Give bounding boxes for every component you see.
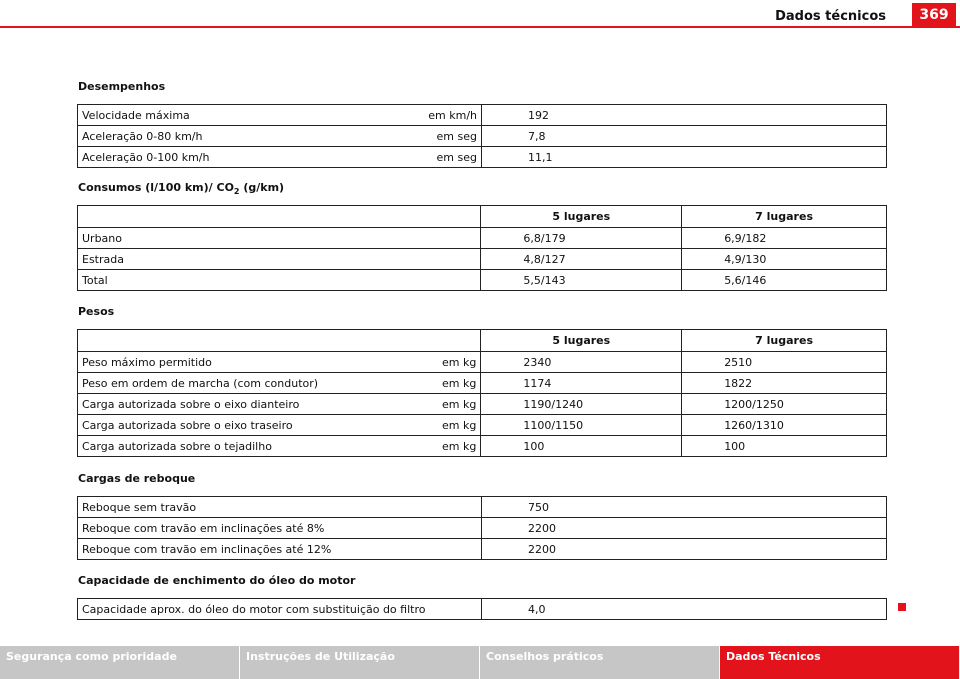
row-value: 4,0 <box>482 599 887 620</box>
row-label: Velocidade máxima <box>82 108 190 122</box>
pesos-table <box>77 329 887 457</box>
footer-nav <box>0 646 960 679</box>
row-unit: em seg <box>436 129 477 143</box>
table-row <box>78 105 887 126</box>
row-label: Aceleração 0-100 km/h <box>82 150 210 164</box>
table-header-row <box>78 206 887 228</box>
row-unit: em kg <box>442 418 477 432</box>
row-value: 750 <box>482 497 887 518</box>
value-7: 6,9/182 <box>682 228 887 249</box>
row-unit: em kg <box>442 397 477 411</box>
row-unit: em kg <box>442 355 477 369</box>
table-row <box>78 373 887 394</box>
footer-tab-dados-tecnicos[interactable]: Dados Técnicos <box>720 646 960 679</box>
table-row <box>78 228 887 249</box>
section-title-desempenhos: Desempenhos <box>78 80 166 93</box>
header-7-lugares: 7 lugares <box>682 206 887 228</box>
row-label: Reboque com travão em inclinações até 12% <box>78 539 482 560</box>
row-label: Carga autorizada sobre o eixo dianteiro <box>82 397 300 411</box>
row-value: 2200 <box>482 518 887 539</box>
row-unit: em seg <box>436 150 477 164</box>
value-5: 1100/1150 <box>481 415 682 436</box>
consumos-table <box>77 205 887 291</box>
row-label: Capacidade aprox. do óleo do motor com substituição do filtro <box>78 599 482 620</box>
row-label: Reboque com travão em inclinações até 8% <box>78 518 482 539</box>
row-label: Reboque sem travão <box>78 497 482 518</box>
value-5: 100 <box>481 436 682 457</box>
row-label: Aceleração 0-80 km/h <box>82 129 203 143</box>
row-value: 11,1 <box>482 147 887 168</box>
row-label: Urbano <box>78 228 481 249</box>
table-row <box>78 518 887 539</box>
table-row <box>78 270 887 291</box>
table-row <box>78 415 887 436</box>
end-of-section-marker <box>898 603 906 611</box>
page-header-title: Dados técnicos <box>775 9 886 24</box>
row-label: Estrada <box>78 249 481 270</box>
table-row <box>78 352 887 373</box>
value-7: 1260/1310 <box>682 415 887 436</box>
row-unit: em kg <box>442 376 477 390</box>
section-title-reboque: Cargas de reboque <box>78 472 196 485</box>
header-5-lugares: 5 lugares <box>481 330 682 352</box>
value-5: 5,5/143 <box>481 270 682 291</box>
row-unit: em kg <box>442 439 477 453</box>
value-7: 1200/1250 <box>682 394 887 415</box>
value-7: 5,6/146 <box>682 270 887 291</box>
desempenhos-table <box>77 104 887 168</box>
header-7-lugares: 7 lugares <box>682 330 887 352</box>
value-7: 4,9/130 <box>682 249 887 270</box>
table-row <box>78 599 887 620</box>
table-row <box>78 436 887 457</box>
table-row <box>78 497 887 518</box>
table-row <box>78 249 887 270</box>
consumos-title-subscript: 2 <box>233 187 240 197</box>
table-row <box>78 394 887 415</box>
table-header-row <box>78 330 887 352</box>
value-5: 4,8/127 <box>481 249 682 270</box>
oleo-table <box>77 598 887 620</box>
table-row <box>78 147 887 168</box>
page-number: 369 <box>912 3 956 27</box>
row-label: Carga autorizada sobre o tejadilho <box>82 439 272 453</box>
consumos-title-text: Consumos (l/100 km)/ CO <box>78 181 234 194</box>
row-label: Carga autorizada sobre o eixo traseiro <box>82 418 293 432</box>
value-7: 1822 <box>682 373 887 394</box>
value-5: 2340 <box>481 352 682 373</box>
row-value: 7,8 <box>482 126 887 147</box>
value-7: 100 <box>682 436 887 457</box>
row-unit: em km/h <box>428 108 477 122</box>
footer-tab-seguranca[interactable]: Segurança como prioridade <box>0 646 240 679</box>
row-label: Peso máximo permitido <box>82 355 212 369</box>
consumos-title-tail: (g/km) <box>239 181 285 194</box>
table-row <box>78 126 887 147</box>
value-7: 2510 <box>682 352 887 373</box>
row-value: 192 <box>482 105 887 126</box>
section-title-consumos <box>78 181 284 196</box>
footer-tab-instrucoes[interactable]: Instruções de Utilização <box>240 646 480 679</box>
section-title-oleo: Capacidade de enchimento do óleo do motor <box>78 574 356 587</box>
row-value: 2200 <box>482 539 887 560</box>
value-5: 1190/1240 <box>481 394 682 415</box>
header-rule <box>0 26 960 28</box>
header-5-lugares: 5 lugares <box>481 206 682 228</box>
table-row <box>78 539 887 560</box>
value-5: 6,8/179 <box>481 228 682 249</box>
row-label: Peso em ordem de marcha (com condutor) <box>82 376 319 390</box>
reboque-table <box>77 496 887 560</box>
section-title-pesos: Pesos <box>78 305 115 318</box>
value-5: 1174 <box>481 373 682 394</box>
footer-tab-conselhos[interactable]: Conselhos práticos <box>480 646 720 679</box>
row-label: Total <box>78 270 481 291</box>
